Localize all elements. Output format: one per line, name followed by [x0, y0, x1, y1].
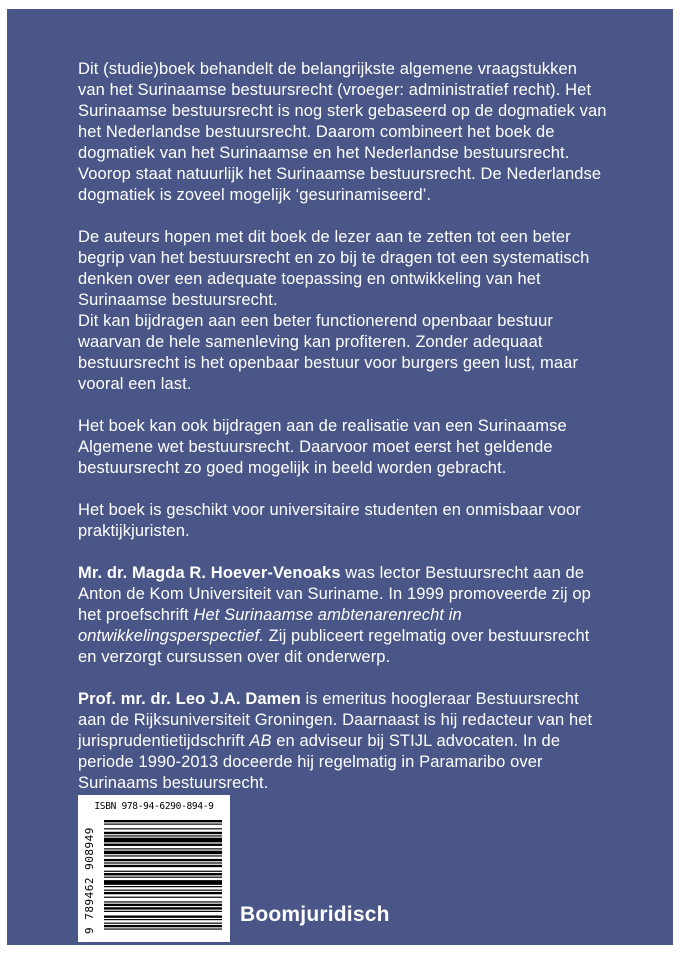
bio-text: is emeritus hoogleraar Bestuursrecht aan de Rijksuniversiteit Groningen. Daarnaast is hij redacteur van het jurisprudentietijdschrift: [78, 690, 593, 750]
book-back-cover: [7, 9, 673, 945]
isbn-label: ISBN 978-94-6290-894-9: [94, 801, 214, 812]
author-bio-damen: [78, 689, 608, 794]
isbn-digits: 9 789462 908949: [83, 827, 96, 934]
paragraph-awb: Het boek kan ook bijdragen aan de realisatie van een Surinaamse Algemene wet bestuursrecht. Daarvoor moet eerst het geldende bestuursrecht zo goed mogelijk in beeld worden gebracht.: [78, 417, 567, 477]
paragraph-authors-hope: De auteurs hopen met dit boek de lezer aan te zetten tot een beter begrip van het bestuursrecht en zo bij te dragen tot een systematisch denken over een adequate toepassing en ontwikkeling van het Surinaamse bestuursrecht.: [78, 228, 590, 309]
author-bio-hoever-venoaks: [78, 563, 608, 668]
blurb: [78, 59, 608, 815]
bio-text: was lector Bestuursrecht aan de Anton de Kom Universiteit van Suriname. In 1999 promoveerde zij op het proefschrift: [78, 564, 591, 624]
paragraph-intro: Dit (studie)boek behandelt de belangrijkste algemene vraagstukken van het Surinaamse bestuursrecht (vroeger: administratief recht). Het Surinaamse bestuursrecht is nog sterk gebaseerd op de dogmatiek van het Nederlandse bestuursrecht. Daarom combineert het boek de dogmatiek van het Surinaamse en het Nederlandse bestuursrecht. Voorop staat natuurlijk het Surinaamse bestuursrecht. De Nederlandse dogmatiek is zoveel mogelijk ‘gesurinamiseerd’.: [78, 60, 607, 204]
bio-text: Zij publiceert regelmatig over bestuursrecht en verzorgt cursussen over dit onderwerp.: [78, 627, 590, 666]
bio-thesis-title: Het Surinaamse ambtenarenrecht in ontwikkelingsperspectief.: [78, 606, 462, 645]
author-name: Prof. mr. dr. Leo J.A. Damen: [78, 690, 301, 708]
author-name: Mr. dr. Magda R. Hoever-Venoaks: [78, 564, 341, 582]
publisher-logo: Boomjuridisch: [240, 903, 390, 926]
barcode-panel: [78, 795, 230, 942]
barcode-icon: [104, 820, 222, 932]
bio-text: en adviseur bij STIJL advocaten. In de periode 1990-2013 doceerde hij regelmatig in Paramaribo over Surinaams bestuursrecht.: [78, 732, 561, 792]
paragraph-audience: Het boek is geschikt voor universitaire studenten en onmisbaar voor praktijkjuristen.: [78, 501, 581, 540]
paragraph-public-governance: Dit kan bijdragen aan een beter functionerend openbaar bestuur waarvan de hele samenleving kan profiteren. Zonder adequaat bestuursrecht is het openbaar bestuur voor burgers geen lust, maar vooral een last.: [78, 312, 579, 393]
bio-journal-title: AB: [249, 732, 272, 750]
